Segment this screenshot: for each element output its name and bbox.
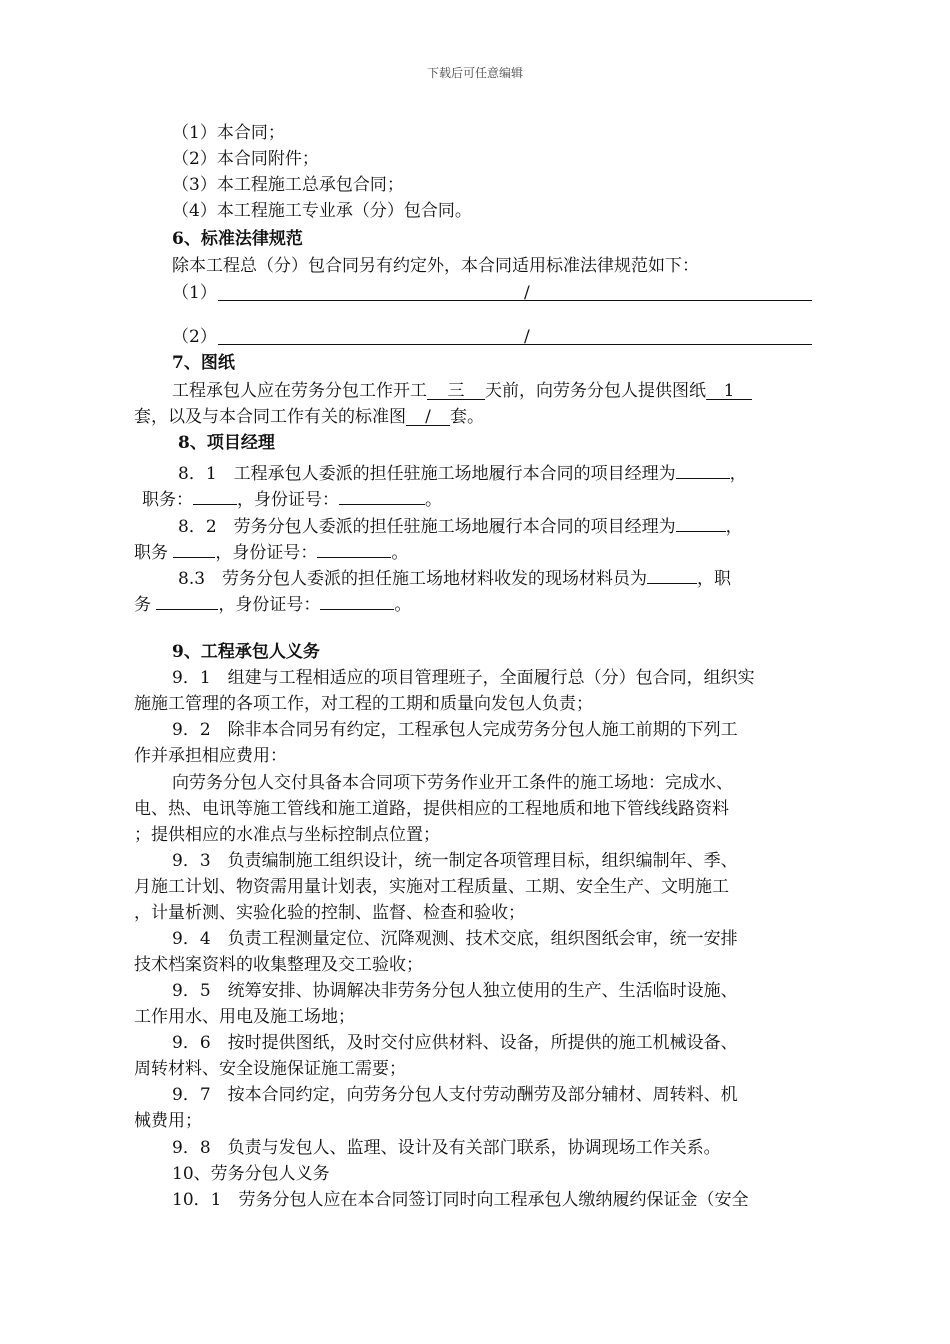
pm-text: 。 [394, 595, 412, 615]
pm-8-1-title-blank [193, 485, 237, 505]
pm-text: 务 [134, 595, 151, 615]
drawings-line-1 [172, 380, 752, 402]
pm-8-2-title-blank [173, 538, 215, 558]
pm-text: ，身份证号： [218, 595, 321, 615]
pm-8-1-line-1 [178, 459, 747, 485]
pm-8-2-line-2 [134, 538, 408, 564]
pm-text: 。 [391, 543, 409, 563]
section-7-title: 7、图纸 [172, 353, 235, 373]
pm-text: ，身份证号： [215, 543, 318, 563]
pm-text: ， [725, 517, 743, 537]
duty-line: 施施工管理的各项工作，对工程的工期和质量向发包人负责； [134, 694, 593, 714]
pm-8-3-line-2 [134, 590, 411, 616]
pm-8-2-id-blank [317, 538, 391, 558]
pm-text: 8.3 劳务分包人委派的担任施工场地材料收发的现场材料员为 [178, 569, 648, 589]
duty-line: 9．3 负责编制施工组织设计，统一制定各项管理目标，组织编制年、季、 [172, 851, 738, 871]
drawings-sets-value: 1 [706, 380, 752, 400]
pm-8-1-name-blank [676, 459, 730, 479]
drawings-days-value: 三 [427, 380, 485, 400]
pm-8-2-name-blank [676, 512, 726, 532]
section-6-intro: 除本工程总（分）包合同另有约定外，本合同适用标准法律规范如下： [172, 256, 699, 276]
pm-8-1-line-2 [142, 485, 442, 511]
section-10-title: 10、劳务分包人义务 [172, 1164, 330, 1184]
list-item: （4）本工程施工专业承（分）包合同。 [172, 201, 472, 221]
duty-line: 作并承担相应费用： [134, 746, 287, 766]
pm-8-3-id-blank [320, 590, 394, 610]
list-item: （3）本工程施工总承包合同； [172, 175, 404, 195]
drawings-text: 天前，向劳务分包人提供图纸 [485, 381, 706, 401]
duty-line: 向劳务分包人交付具备本合同项下劳务作业开工条件的施工场地：完成水、 [172, 773, 733, 793]
pm-8-3-name-blank [647, 564, 697, 584]
duty-line: 9．8 负责与发包人、监理、设计及有关部门联系，协调现场工作关系。 [172, 1138, 721, 1158]
pm-8-3-line-1 [178, 564, 731, 590]
section-6-title: 6、标准法律规范 [172, 229, 303, 249]
pm-text: ， [729, 464, 747, 484]
pm-8-3-title-blank [156, 590, 218, 610]
drawings-text: 套。 [450, 407, 484, 427]
duty-line: 月施工计划、物资需用量计划表，实施对工程质量、工期、安全生产、文明施工 [134, 877, 729, 897]
section-8-title: 8、项目经理 [178, 433, 275, 453]
section-9-title: 9、工程承包人义务 [172, 642, 320, 662]
law-item-1-slash: / [524, 283, 530, 303]
law-item-2-slash: / [524, 327, 530, 347]
sub-duty-line: 10．1 劳务分包人应在本合同签订同时向工程承包人缴纳履约保证金（安全 [172, 1190, 749, 1210]
duty-line: 械费用； [134, 1111, 202, 1131]
pm-text: 。 [425, 490, 442, 510]
duty-line: 周转材料、安全设施保证施工需要； [134, 1059, 406, 1079]
pm-8-1-id-blank [339, 485, 425, 505]
pm-text: 职务 [134, 543, 168, 563]
law-item-1-label: （1） [172, 283, 217, 303]
duty-line: ，计量析测、实验化验的控制、监督、检查和验收； [134, 903, 525, 923]
drawings-std-value: / [406, 406, 450, 426]
duty-line: 电、热、电讯等施工管线和施工道路，提供相应的工程地质和地下管线线路资料 [134, 799, 729, 819]
law-item-2-label: （2） [172, 327, 217, 347]
law-item-2-blank [218, 344, 812, 345]
pm-text: ，身份证号： [237, 490, 339, 510]
duty-line: ；提供相应的水准点与坐标控制点位置； [134, 825, 440, 845]
duty-line: 9．4 负责工程测量定位、沉降观测、技术交底，组织图纸会审，统一安排 [172, 929, 738, 949]
list-item: （1）本合同； [172, 123, 285, 143]
duty-line: 9．5 统筹安排、协调解决非劳务分包人独立使用的生产、生活临时设施、 [172, 981, 738, 1001]
drawings-text: 套，以及与本合同工作有关的标准图 [134, 407, 406, 427]
pm-text: ，职 [697, 569, 732, 589]
pm-text: 8．1 工程承包人委派的担任驻施工场地履行本合同的项目经理为 [178, 464, 676, 484]
duty-line: 9．6 按时提供图纸，及时交付应供材料、设备，所提供的施工机械设备、 [172, 1033, 738, 1053]
drawings-line-2 [134, 406, 484, 428]
duty-line: 9．7 按本合同约定，向劳务分包人支付劳动酬劳及部分辅材、周转料、机 [172, 1085, 738, 1105]
pm-8-2-line-1 [178, 512, 743, 538]
drawings-text: 工程承包人应在劳务分包工作开工 [172, 381, 427, 401]
duty-line: 9．1 组建与工程相适应的项目管理班子，全面履行总（分）包合同，组织实 [172, 668, 755, 688]
list-item: （2）本合同附件； [172, 149, 319, 169]
page-header: 下载后可任意编辑 [426, 66, 523, 80]
duty-line: 工作用水、用电及施工场地； [134, 1007, 355, 1027]
law-item-1-blank [218, 300, 812, 301]
pm-text: 职务： [142, 490, 193, 510]
duty-line: 技术档案资料的收集整理及交工验收； [134, 955, 423, 975]
duty-line: 9．2 除非本合同另有约定，工程承包人完成劳务分包人施工前期的下列工 [172, 720, 738, 740]
pm-text: 8．2 劳务分包人委派的担任驻施工场地履行本合同的项目经理为 [178, 517, 676, 537]
